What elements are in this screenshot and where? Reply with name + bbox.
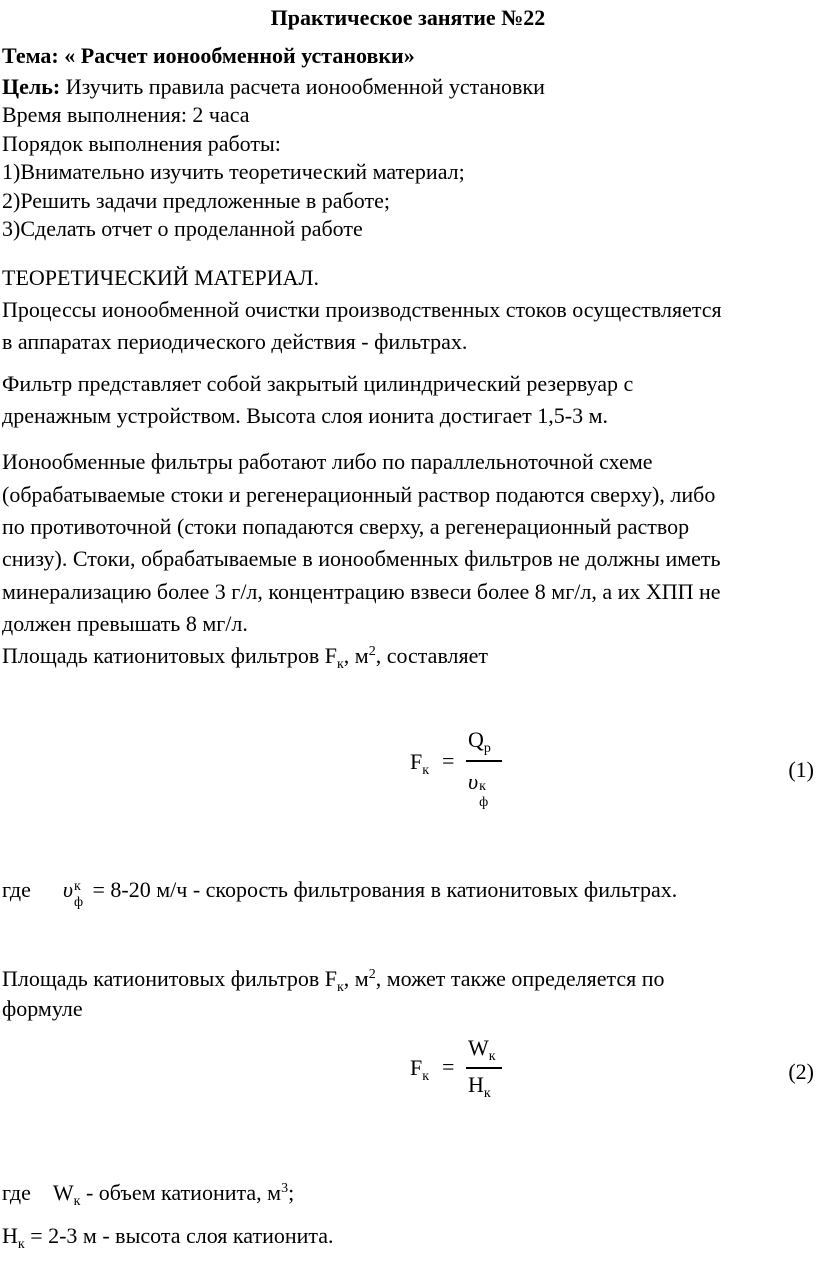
- topic-text: « Расчет ионообменной установки»: [64, 43, 415, 68]
- step-2: 2)Решить задачи предложенные в работе;: [2, 188, 390, 213]
- page-title: Практическое занятие №22: [270, 5, 546, 30]
- goal-line: [2, 73, 545, 101]
- area1-sup: 2: [368, 644, 376, 659]
- theory-p3-line-4: снизу). Стоки, обрабатываемые в ионообменных фильтров не должны иметь: [2, 546, 721, 571]
- goal-label: Цель:: [2, 74, 61, 99]
- hk-line: [2, 1222, 334, 1250]
- theory-p3-line-5: минерализацию более 3 г/л, концентрацию взвеси более 8 мг/л, а их ХПП не: [2, 579, 721, 604]
- step-3: 3)Сделать отчет о проделанной работе: [2, 216, 363, 241]
- theory-p3-line-6: должен превышать 8 мг/л.: [2, 611, 248, 636]
- formula-1-equals: =: [442, 748, 455, 773]
- where1-symbol: υ: [62, 877, 73, 902]
- formula-1-denominator: υ к ф: [468, 769, 489, 810]
- hk-sub: к: [17, 1237, 25, 1252]
- area1-line: [2, 642, 488, 670]
- formula-1-lhs: $F_к$: [410, 749, 430, 778]
- theory-heading: ТЕОРЕТИЧЕСКИЙ МАТЕРИАЛ.: [2, 265, 319, 290]
- where1-label: где: [2, 877, 31, 902]
- hk-text: = 2-3 м - высота слоя катионита.: [24, 1223, 334, 1248]
- topic-line: [2, 42, 415, 70]
- step-1: 1)Внимательно изучить теоретический материал;: [2, 159, 465, 184]
- formula-2: [410, 1036, 510, 1106]
- formula-1-fraction-bar: [466, 760, 502, 762]
- theory-p3-line-3: по противоточной (стоки попадаются сверху, а регенерационный раствор: [2, 514, 690, 539]
- formula-2-numerator: $W_к$: [468, 1035, 496, 1064]
- where2-sup: 3: [281, 1181, 289, 1196]
- formula-2-number: (2): [788, 1059, 814, 1084]
- where2-label: где: [2, 1180, 31, 1205]
- where2-end: ;: [288, 1180, 295, 1205]
- topic-label: Тема:: [2, 43, 59, 68]
- area2-line: [2, 965, 665, 993]
- formula-1: [410, 728, 510, 808]
- where2-text: - объем катионита, м: [80, 1180, 282, 1205]
- where1-text: = 8-20 м/ч - скорость фильтрования в катионитовых фильтрах.: [87, 877, 678, 902]
- order-line: Порядок выполнения работы:: [2, 131, 281, 156]
- area2-line-2: формуле: [2, 996, 83, 1021]
- theory-p3-line-2: (обрабатываемые стоки и регенерационный раствор подаются сверху), либо: [2, 482, 716, 507]
- area2-sub: к: [336, 980, 344, 995]
- area1-post: , составляет: [375, 643, 489, 668]
- area1-sub: к: [336, 657, 344, 672]
- area1-pre: Площадь катионитовых фильтров F: [2, 643, 337, 668]
- time-line: Время выполнения: 2 часа: [2, 102, 250, 127]
- formula-2-fraction-bar: [466, 1067, 502, 1069]
- area2-post: , может также определяется по: [375, 966, 665, 991]
- where2-sub: к: [73, 1194, 81, 1209]
- formula-2-lhs: $F_к$: [410, 1055, 430, 1084]
- hk-symbol: Н: [2, 1223, 18, 1248]
- formula-2-denominator: $H_к$: [468, 1072, 491, 1101]
- theory-p3-line-1: Ионообменные фильтры работают либо по параллельноточной схеме: [2, 449, 653, 474]
- where2-symbol: W: [52, 1180, 74, 1205]
- where1-line: где υ к ф = 8-20 м/ч - скорость фильтрования в катионитовых фильтрах.: [2, 877, 678, 910]
- area1-mid: , м: [343, 643, 369, 668]
- where2-line: [2, 1179, 294, 1207]
- formula-2-equals: =: [442, 1054, 455, 1079]
- theory-p2-line-2: дренажным устройством. Высота слоя ионита достигает 1,5-3 м.: [2, 403, 609, 428]
- area2-pre: Площадь катионитовых фильтров F: [2, 966, 337, 991]
- area2-sup: 2: [368, 967, 376, 982]
- goal-text: Изучить правила расчета ионообменной установки: [60, 74, 545, 99]
- theory-p1-line-1: Процессы ионообменной очистки производственных стоков осуществляется: [2, 297, 722, 322]
- formula-1-numerator: $Q_р$: [468, 727, 491, 756]
- theory-p2-line-1: Фильтр представляет собой закрытый цилиндрический резервуар с: [2, 371, 634, 396]
- theory-p1-line-2: в аппаратах периодического действия - фильтрах.: [2, 329, 468, 354]
- area2-mid: , м: [343, 966, 369, 991]
- formula-1-number: (1): [788, 757, 814, 782]
